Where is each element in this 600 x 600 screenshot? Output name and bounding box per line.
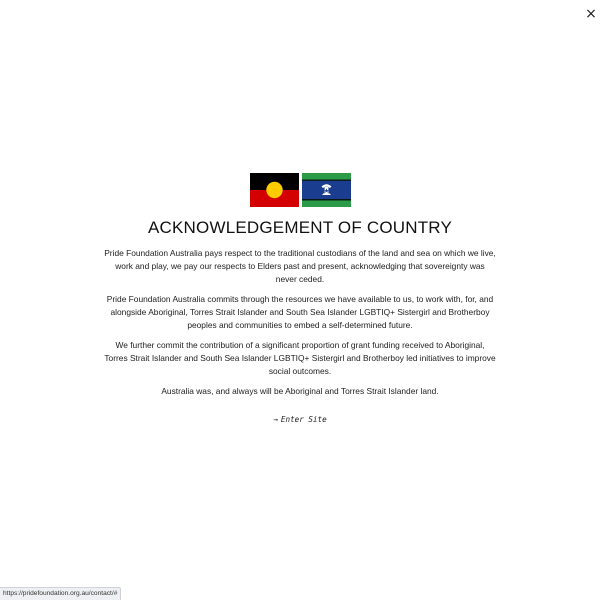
aboriginal-flag-icon	[250, 173, 299, 207]
flags-row	[0, 173, 600, 208]
paragraph: Australia was, and always will be Aboriginal and Torres Strait Islander land.	[161, 386, 439, 396]
paragraph: Pride Foundation Australia pays respect to the traditional custodians of the land and sea on which we live, work and play, we pay our respects to Elders past and present, acknowledging that sovereignty was never ceded.	[104, 248, 496, 284]
acknowledgement-text	[104, 247, 496, 398]
aboriginal-flag-sun	[266, 182, 282, 198]
page-title: ACKNOWLEDGEMENT OF COUNTRY	[148, 218, 452, 237]
enter-site-link[interactable]	[273, 415, 326, 424]
paragraph: Pride Foundation Australia commits through the resources we have available to us, to work with, for, and alongside Aboriginal, Torres Strait Islander and South Sea Islander LGBTIQ+ Sistergirl and Brotherboy peoples and communities to embed a self-determined future.	[106, 294, 494, 330]
torres-strait-islander-flag-icon	[302, 173, 351, 207]
status-bar-url: https://pridefoundation.org.au/contact/#	[0, 587, 121, 600]
acknowledgement-content	[0, 173, 600, 427]
close-icon[interactable]: ×	[585, 6, 597, 22]
paragraph: We further commit the contribution of a significant proportion of grant funding received to Aboriginal, Torres Strait Islander and South Sea Islander LGBTIQ+ Sistergirl and Brotherboy led initiatives to improve social outcomes.	[104, 340, 496, 376]
enter-site-label: Enter Site	[280, 415, 327, 424]
arrow-right-icon: →	[273, 415, 278, 424]
